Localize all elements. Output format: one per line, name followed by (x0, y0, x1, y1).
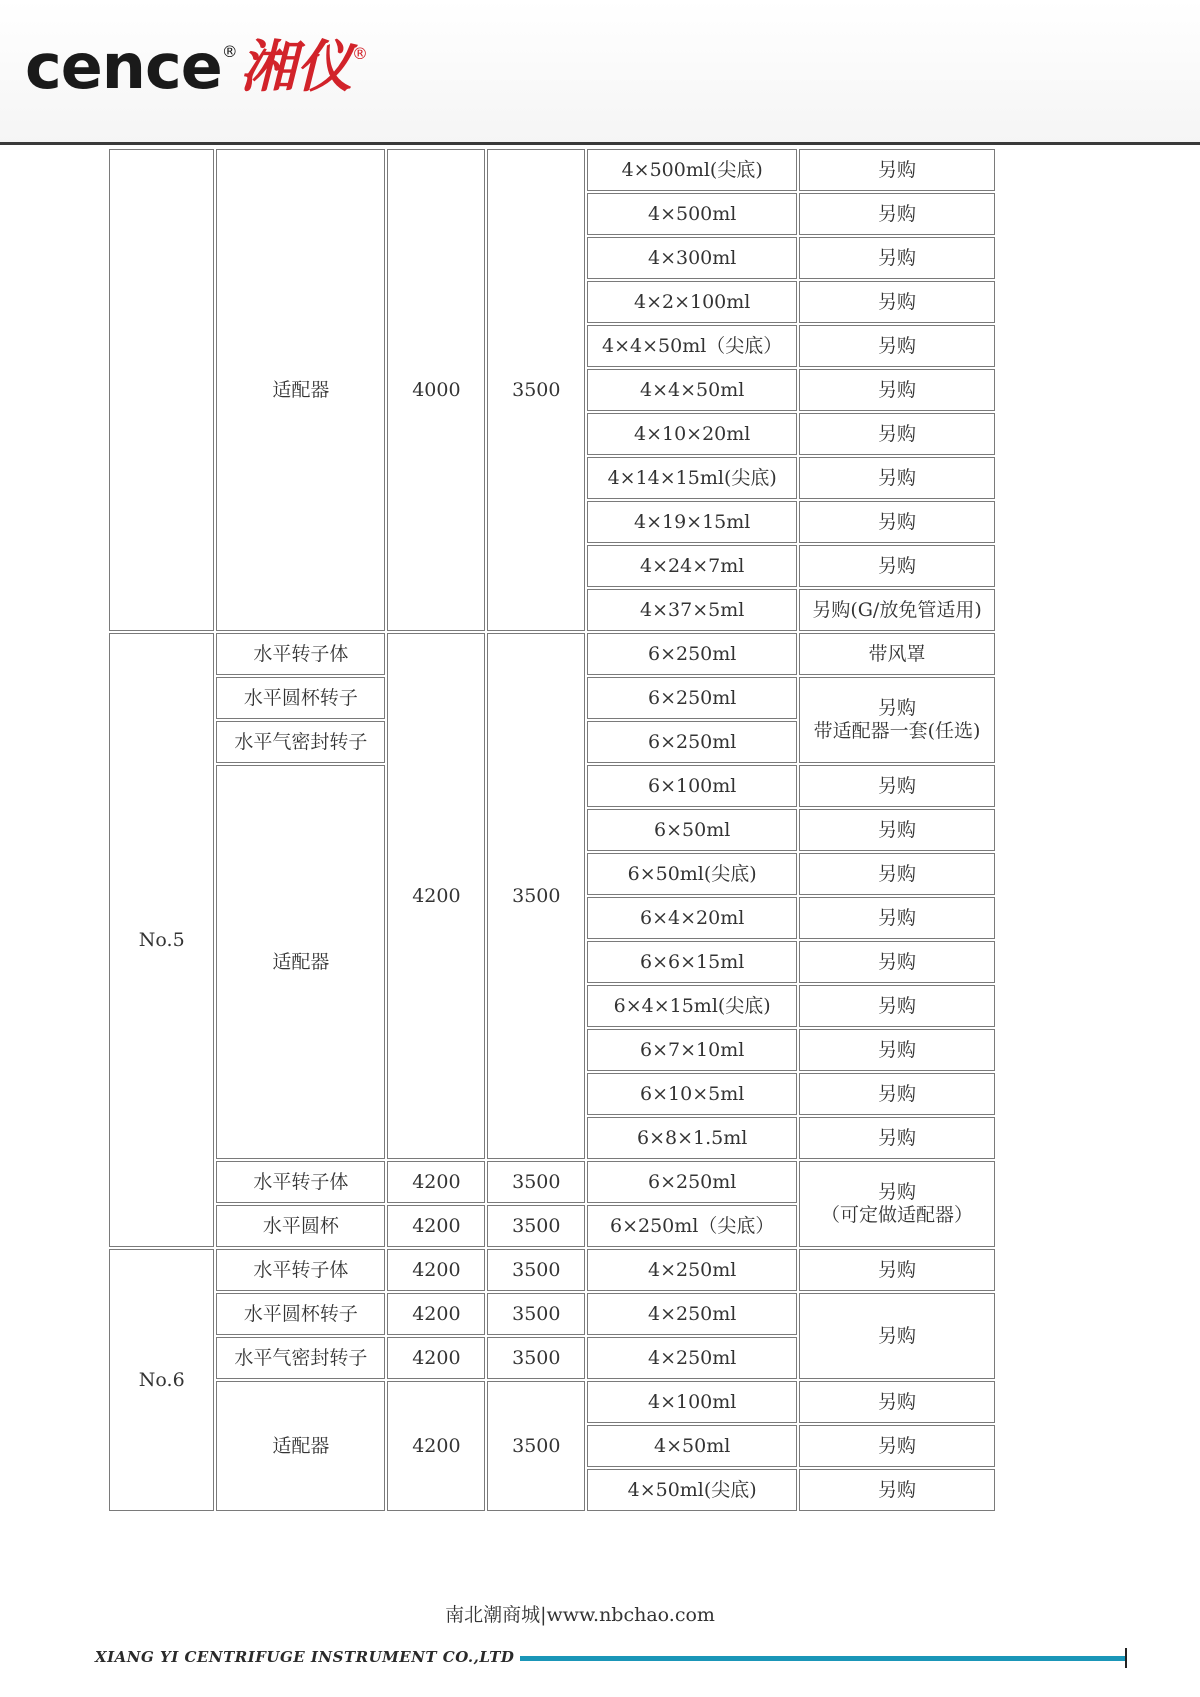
rcf-cell: 3500 (487, 633, 585, 1159)
note-cell: 另购 (799, 545, 995, 587)
header-divider (0, 142, 1200, 145)
logo-cence: cence® (25, 30, 237, 103)
note-cell: 另购 (799, 1029, 995, 1071)
capacity-cell: 6×4×20ml (587, 897, 797, 939)
capacity-cell: 4×4×50ml（尖底） (587, 325, 797, 367)
capacity-cell: 6×250ml (587, 633, 797, 675)
capacity-cell: 4×250ml (587, 1249, 797, 1291)
note-cell: 另购 (799, 325, 995, 367)
capacity-cell: 4×19×15ml (587, 501, 797, 543)
rotor-name-cell: 水平圆杯转子 (216, 1293, 385, 1335)
model-cell-no5: No.5 (109, 633, 214, 1247)
max-speed-cell: 4200 (387, 1249, 485, 1291)
capacity-cell: 6×250ml（尖底） (587, 1205, 797, 1247)
capacity-cell: 4×500ml(尖底) (587, 149, 797, 191)
rotor-name-cell: 水平圆杯转子 (216, 677, 385, 719)
capacity-cell: 4×14×15ml(尖底) (587, 457, 797, 499)
note-cell: 另购 (799, 501, 995, 543)
note-cell: 另购 (799, 149, 995, 191)
logo-xiangyi: 湘仪® (240, 35, 368, 100)
note-cell: 另购 (799, 1293, 995, 1379)
footer-bar-end (1125, 1648, 1127, 1668)
page-header (0, 0, 1200, 144)
capacity-cell: 6×250ml (587, 721, 797, 763)
note-cell: 另购 (799, 985, 995, 1027)
capacity-cell: 4×250ml (587, 1337, 797, 1379)
note-cell: 另购 (799, 765, 995, 807)
note-cell: 另购 (799, 413, 995, 455)
max-speed-cell: 4200 (387, 1293, 485, 1335)
capacity-cell: 6×50ml (587, 809, 797, 851)
note-line: 带适配器一套(任选) (813, 720, 981, 742)
capacity-cell: 4×24×7ml (587, 545, 797, 587)
max-speed-cell: 4200 (387, 633, 485, 1159)
note-cell: 另购 (799, 897, 995, 939)
note-cell: 另购 (799, 193, 995, 235)
footer-site (0, 1600, 1160, 1627)
footer-site-name: 南北潮商城 (445, 1604, 541, 1626)
note-cell: 另购 (799, 1249, 995, 1291)
rotor-name-cell: 水平气密封转子 (216, 1337, 385, 1379)
capacity-cell: 4×2×100ml (587, 281, 797, 323)
note-cell: 另购 (799, 369, 995, 411)
capacity-cell: 6×7×10ml (587, 1029, 797, 1071)
note-cell: 另购 (799, 237, 995, 279)
rotor-name-cell: 水平转子体 (216, 633, 385, 675)
max-speed-cell: 4200 (387, 1337, 485, 1379)
note-cell: 另购 (799, 853, 995, 895)
capacity-cell: 4×37×5ml (587, 589, 797, 631)
capacity-cell: 4×4×50ml (587, 369, 797, 411)
rotor-name-cell: 适配器 (216, 1381, 385, 1511)
note-cell: 另购 (799, 457, 995, 499)
note-cell (799, 1161, 995, 1247)
note-cell: 另购 (799, 1117, 995, 1159)
capacity-cell: 4×50ml (587, 1425, 797, 1467)
capacity-cell: 6×4×15ml(尖底) (587, 985, 797, 1027)
capacity-cell: 4×100ml (587, 1381, 797, 1423)
note-cell: 另购 (799, 1073, 995, 1115)
note-cell: 另购 (799, 941, 995, 983)
note-cell: 另购 (799, 281, 995, 323)
company-name: XIANG YI CENTRIFUGE INSTRUMENT CO.,LTD (95, 1648, 515, 1666)
rotor-name-cell: 水平气密封转子 (216, 721, 385, 763)
max-speed-cell: 4200 (387, 1205, 485, 1247)
capacity-cell: 6×6×15ml (587, 941, 797, 983)
note-cell: 带风罩 (799, 633, 995, 675)
rcf-cell: 3500 (487, 1337, 585, 1379)
rcf-cell: 3500 (487, 1161, 585, 1203)
rotor-name-cell: 水平转子体 (216, 1249, 385, 1291)
capacity-cell: 6×250ml (587, 677, 797, 719)
capacity-cell: 4×500ml (587, 193, 797, 235)
note-line: （可定做适配器） (821, 1204, 974, 1226)
model-cell-empty (109, 149, 214, 631)
rotor-spec-table (107, 147, 997, 1513)
rotor-name-cell: 水平圆杯 (216, 1205, 385, 1247)
rcf-cell: 3500 (487, 1293, 585, 1335)
note-cell: 另购(G/放免管适用) (799, 589, 995, 631)
capacity-cell: 4×300ml (587, 237, 797, 279)
footer-separator: | (540, 1604, 547, 1626)
capacity-cell: 6×250ml (587, 1161, 797, 1203)
note-cell: 另购 (799, 1469, 995, 1511)
capacity-cell: 6×8×1.5ml (587, 1117, 797, 1159)
footer-accent-bar (520, 1656, 1125, 1661)
max-speed-cell: 4200 (387, 1381, 485, 1511)
capacity-cell: 4×50ml(尖底) (587, 1469, 797, 1511)
model-cell-no6: No.6 (109, 1249, 214, 1511)
note-cell: 另购 (799, 1381, 995, 1423)
footer-site-url[interactable]: www.nbchao.com (546, 1604, 715, 1626)
rcf-cell: 3500 (487, 1381, 585, 1511)
max-speed-cell: 4200 (387, 1161, 485, 1203)
capacity-cell: 4×250ml (587, 1293, 797, 1335)
capacity-cell: 6×50ml(尖底) (587, 853, 797, 895)
note-cell: 另购 (799, 809, 995, 851)
rcf-cell: 3500 (487, 149, 585, 631)
rotor-name-cell: 适配器 (216, 765, 385, 1159)
note-cell (799, 677, 995, 763)
note-cell: 另购 (799, 1425, 995, 1467)
rcf-cell: 3500 (487, 1249, 585, 1291)
note-line: 另购 (878, 1181, 917, 1204)
rcf-cell: 3500 (487, 1205, 585, 1247)
max-speed-cell: 4000 (387, 149, 485, 631)
capacity-cell: 6×100ml (587, 765, 797, 807)
rotor-name-cell: 适配器 (216, 149, 385, 631)
capacity-cell: 4×10×20ml (587, 413, 797, 455)
note-line: 另购 (878, 697, 917, 720)
rotor-name-cell: 水平转子体 (216, 1161, 385, 1203)
capacity-cell: 6×10×5ml (587, 1073, 797, 1115)
